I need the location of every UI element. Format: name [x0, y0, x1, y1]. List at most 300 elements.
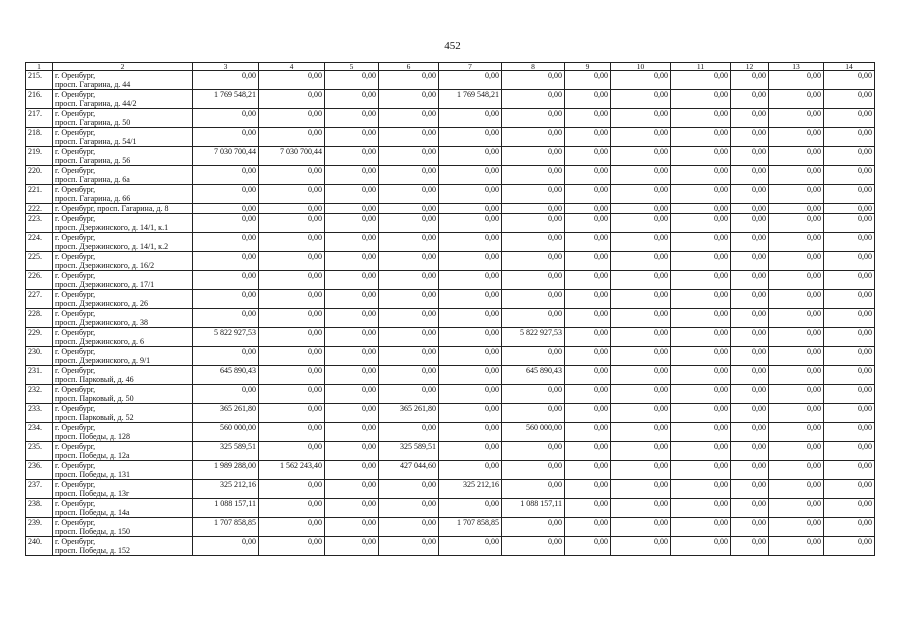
value-cell: 0,00	[769, 404, 824, 423]
address-cell	[53, 347, 193, 366]
value-cell: 1 989 288,00	[193, 461, 259, 480]
value-cell: 0,00	[379, 537, 439, 556]
value-cell: 0,00	[565, 442, 611, 461]
column-header: 11	[671, 63, 731, 71]
row-number: 224.	[26, 233, 53, 252]
table-row	[26, 204, 875, 214]
value-cell: 0,00	[439, 499, 502, 518]
table-row	[26, 385, 875, 404]
value-cell: 0,00	[824, 328, 875, 347]
value-cell: 0,00	[731, 499, 769, 518]
value-cell: 0,00	[671, 423, 731, 442]
table-row	[26, 309, 875, 328]
table-row	[26, 185, 875, 204]
value-cell: 0,00	[565, 71, 611, 90]
value-cell: 0,00	[824, 185, 875, 204]
value-cell: 0,00	[565, 233, 611, 252]
value-cell: 0,00	[379, 166, 439, 185]
table-row	[26, 366, 875, 385]
value-cell: 0,00	[439, 271, 502, 290]
address-line: г. Оренбург,	[55, 328, 96, 337]
address-cell	[53, 442, 193, 461]
value-cell: 0,00	[671, 90, 731, 109]
row-number: 228.	[26, 309, 53, 328]
value-cell: 0,00	[439, 71, 502, 90]
value-cell: 0,00	[193, 290, 259, 309]
table-row	[26, 461, 875, 480]
value-cell: 0,00	[259, 385, 325, 404]
address-line: просп. Победы, д. 13г	[55, 489, 130, 498]
value-cell: 365 261,80	[379, 404, 439, 423]
value-cell: 0,00	[565, 309, 611, 328]
address-cell	[53, 404, 193, 423]
address-cell	[53, 252, 193, 271]
address-cell	[53, 290, 193, 309]
address-line: просп. Дзержинского, д. 14/1, к.2	[55, 242, 169, 251]
value-cell: 0,00	[502, 480, 565, 499]
column-header: 8	[502, 63, 565, 71]
value-cell: 5 822 927,53	[193, 328, 259, 347]
address-cell	[53, 385, 193, 404]
address-line: просп. Победы, д. 131	[55, 470, 131, 479]
value-cell: 0,00	[379, 214, 439, 233]
value-cell: 0,00	[259, 499, 325, 518]
table-row	[26, 499, 875, 518]
value-cell: 0,00	[325, 71, 379, 90]
address-line: г. Оренбург,	[55, 147, 96, 156]
value-cell: 0,00	[671, 204, 731, 214]
value-cell: 0,00	[731, 233, 769, 252]
value-cell: 0,00	[379, 109, 439, 128]
address-line: г. Оренбург,	[55, 480, 96, 489]
value-cell: 0,00	[379, 385, 439, 404]
value-cell: 0,00	[671, 109, 731, 128]
address-cell	[53, 366, 193, 385]
value-cell: 0,00	[611, 385, 671, 404]
value-cell: 325 589,51	[193, 442, 259, 461]
address-line: г. Оренбург, просп. Гагарина, д. 8	[55, 204, 169, 213]
address-line: г. Оренбург,	[55, 214, 96, 223]
address-cell	[53, 166, 193, 185]
value-cell: 0,00	[325, 252, 379, 271]
value-cell: 0,00	[769, 271, 824, 290]
value-cell: 0,00	[502, 404, 565, 423]
value-cell: 0,00	[502, 185, 565, 204]
value-cell: 0,00	[325, 290, 379, 309]
value-cell: 0,00	[731, 204, 769, 214]
column-header: 9	[565, 63, 611, 71]
value-cell: 0,00	[325, 233, 379, 252]
value-cell: 0,00	[769, 166, 824, 185]
value-cell: 0,00	[565, 499, 611, 518]
address-line: г. Оренбург,	[55, 109, 96, 118]
table-row	[26, 480, 875, 499]
address-cell	[53, 537, 193, 556]
table-row	[26, 71, 875, 90]
address-cell	[53, 499, 193, 518]
value-cell: 0,00	[325, 90, 379, 109]
value-cell: 0,00	[731, 442, 769, 461]
value-cell: 0,00	[325, 461, 379, 480]
row-number: 225.	[26, 252, 53, 271]
value-cell: 0,00	[731, 423, 769, 442]
row-number: 236.	[26, 461, 53, 480]
value-cell: 0,00	[259, 442, 325, 461]
column-header: 4	[259, 63, 325, 71]
value-cell: 1 707 858,85	[439, 518, 502, 537]
value-cell: 0,00	[731, 147, 769, 166]
value-cell: 0,00	[259, 423, 325, 442]
value-cell: 0,00	[565, 404, 611, 423]
value-cell: 0,00	[439, 423, 502, 442]
value-cell: 0,00	[769, 499, 824, 518]
value-cell: 0,00	[325, 147, 379, 166]
value-cell: 0,00	[439, 166, 502, 185]
value-cell: 0,00	[824, 461, 875, 480]
column-header: 12	[731, 63, 769, 71]
address-line: просп. Гагарина, д. 50	[55, 118, 131, 127]
value-cell: 0,00	[193, 109, 259, 128]
value-cell: 0,00	[502, 147, 565, 166]
value-cell: 0,00	[439, 404, 502, 423]
value-cell: 645 890,43	[193, 366, 259, 385]
value-cell: 0,00	[769, 214, 824, 233]
value-cell: 0,00	[259, 366, 325, 385]
value-cell: 0,00	[824, 347, 875, 366]
value-cell: 560 000,00	[193, 423, 259, 442]
value-cell: 0,00	[565, 461, 611, 480]
value-cell: 0,00	[611, 328, 671, 347]
value-cell: 0,00	[502, 271, 565, 290]
value-cell: 0,00	[731, 252, 769, 271]
value-cell: 0,00	[731, 271, 769, 290]
address-line: просп. Дзержинского, д. 26	[55, 299, 148, 308]
address-line: г. Оренбург,	[55, 185, 96, 194]
address-line: просп. Парковый, д. 46	[55, 375, 134, 384]
address-line: просп. Дзержинского, д. 17/1	[55, 280, 155, 289]
table-row	[26, 109, 875, 128]
value-cell: 0,00	[769, 290, 824, 309]
value-cell: 0,00	[259, 185, 325, 204]
value-cell: 0,00	[611, 90, 671, 109]
value-cell: 0,00	[824, 71, 875, 90]
value-cell: 0,00	[325, 166, 379, 185]
value-cell: 0,00	[565, 204, 611, 214]
value-cell: 0,00	[439, 442, 502, 461]
value-cell: 0,00	[259, 309, 325, 328]
value-cell: 0,00	[193, 166, 259, 185]
value-cell: 0,00	[502, 71, 565, 90]
column-header: 1	[26, 63, 53, 71]
address-line: г. Оренбург,	[55, 461, 96, 470]
value-cell: 0,00	[259, 537, 325, 556]
value-cell: 0,00	[565, 128, 611, 147]
value-cell: 0,00	[439, 328, 502, 347]
value-cell: 0,00	[824, 109, 875, 128]
value-cell: 0,00	[565, 518, 611, 537]
address-line: просп. Парковый, д. 50	[55, 394, 134, 403]
value-cell: 0,00	[565, 537, 611, 556]
value-cell: 0,00	[611, 290, 671, 309]
value-cell: 0,00	[565, 109, 611, 128]
value-cell: 0,00	[379, 147, 439, 166]
value-cell: 0,00	[769, 385, 824, 404]
value-cell: 0,00	[193, 537, 259, 556]
value-cell: 0,00	[565, 166, 611, 185]
value-cell: 0,00	[611, 147, 671, 166]
value-cell: 0,00	[193, 185, 259, 204]
value-cell: 0,00	[731, 328, 769, 347]
value-cell: 0,00	[565, 480, 611, 499]
value-cell: 0,00	[731, 366, 769, 385]
value-cell: 0,00	[259, 204, 325, 214]
value-cell: 0,00	[769, 518, 824, 537]
value-cell: 0,00	[671, 290, 731, 309]
address-cell	[53, 71, 193, 90]
value-cell: 0,00	[731, 71, 769, 90]
address-line: г. Оренбург,	[55, 347, 96, 356]
address-line: г. Оренбург,	[55, 499, 96, 508]
value-cell: 0,00	[379, 252, 439, 271]
value-cell: 645 890,43	[502, 366, 565, 385]
value-cell: 0,00	[611, 518, 671, 537]
value-cell: 0,00	[259, 328, 325, 347]
address-line: просп. Дзержинского, д. 38	[55, 318, 148, 327]
table-row	[26, 214, 875, 233]
value-cell: 0,00	[325, 404, 379, 423]
value-cell: 0,00	[731, 461, 769, 480]
row-number: 233.	[26, 404, 53, 423]
value-cell: 7 030 700,44	[193, 147, 259, 166]
value-cell: 0,00	[565, 90, 611, 109]
column-header: 6	[379, 63, 439, 71]
value-cell: 0,00	[502, 290, 565, 309]
value-cell: 0,00	[671, 271, 731, 290]
address-line: просп. Победы, д. 152	[55, 546, 131, 555]
value-cell: 0,00	[565, 214, 611, 233]
value-cell: 0,00	[259, 404, 325, 423]
value-cell: 7 030 700,44	[259, 147, 325, 166]
value-cell: 0,00	[379, 71, 439, 90]
address-cell	[53, 271, 193, 290]
address-line: г. Оренбург,	[55, 71, 96, 80]
value-cell: 0,00	[325, 518, 379, 537]
address-cell	[53, 128, 193, 147]
row-number: 226.	[26, 271, 53, 290]
address-line: г. Оренбург,	[55, 166, 96, 175]
value-cell: 0,00	[259, 71, 325, 90]
value-cell: 325 589,51	[379, 442, 439, 461]
address-line: просп. Дзержинского, д. 16/2	[55, 261, 155, 270]
value-cell: 0,00	[502, 109, 565, 128]
value-cell: 0,00	[611, 461, 671, 480]
address-cell	[53, 90, 193, 109]
row-number: 231.	[26, 366, 53, 385]
value-cell: 0,00	[611, 271, 671, 290]
address-line: просп. Победы, д. 150	[55, 527, 131, 536]
value-cell: 0,00	[565, 252, 611, 271]
address-cell	[53, 461, 193, 480]
value-cell: 0,00	[565, 185, 611, 204]
column-header: 10	[611, 63, 671, 71]
address-line: просп. Дзержинского, д. 14/1, к.1	[55, 223, 169, 232]
value-cell: 0,00	[565, 385, 611, 404]
value-cell: 0,00	[325, 204, 379, 214]
value-cell: 0,00	[611, 347, 671, 366]
value-cell: 0,00	[259, 109, 325, 128]
value-cell: 0,00	[193, 252, 259, 271]
value-cell: 0,00	[565, 147, 611, 166]
value-cell: 1 088 157,11	[502, 499, 565, 518]
row-number: 237.	[26, 480, 53, 499]
value-cell: 1 562 243,40	[259, 461, 325, 480]
value-cell: 0,00	[611, 214, 671, 233]
column-header: 7	[439, 63, 502, 71]
address-cell	[53, 109, 193, 128]
address-cell	[53, 147, 193, 166]
value-cell: 0,00	[671, 518, 731, 537]
column-header: 5	[325, 63, 379, 71]
value-cell: 1 769 548,21	[193, 90, 259, 109]
value-cell: 0,00	[611, 499, 671, 518]
value-cell: 0,00	[325, 328, 379, 347]
value-cell: 1 707 858,85	[193, 518, 259, 537]
value-cell: 0,00	[769, 309, 824, 328]
value-cell: 0,00	[769, 185, 824, 204]
address-cell	[53, 309, 193, 328]
address-line: просп. Дзержинского, д. 6	[55, 337, 144, 346]
value-cell: 0,00	[325, 499, 379, 518]
value-cell: 0,00	[439, 109, 502, 128]
address-line: просп. Гагарина, д. 6а	[55, 175, 130, 184]
value-cell: 0,00	[671, 147, 731, 166]
value-cell: 0,00	[611, 442, 671, 461]
value-cell: 0,00	[193, 233, 259, 252]
value-cell: 0,00	[379, 518, 439, 537]
value-cell: 0,00	[439, 385, 502, 404]
value-cell: 0,00	[731, 537, 769, 556]
address-line: просп. Гагарина, д. 44/2	[55, 99, 137, 108]
row-number: 220.	[26, 166, 53, 185]
value-cell: 0,00	[565, 290, 611, 309]
value-cell: 0,00	[439, 128, 502, 147]
value-cell: 0,00	[731, 480, 769, 499]
value-cell: 0,00	[824, 480, 875, 499]
table-row	[26, 518, 875, 537]
address-line: г. Оренбург,	[55, 252, 96, 261]
value-cell: 0,00	[824, 147, 875, 166]
value-cell: 0,00	[769, 147, 824, 166]
value-cell: 427 044,60	[379, 461, 439, 480]
address-line: г. Оренбург,	[55, 442, 96, 451]
address-line: г. Оренбург,	[55, 233, 96, 242]
value-cell: 0,00	[193, 71, 259, 90]
value-cell: 0,00	[824, 128, 875, 147]
value-cell: 0,00	[611, 366, 671, 385]
value-cell: 0,00	[325, 480, 379, 499]
value-cell: 0,00	[439, 537, 502, 556]
value-cell: 0,00	[325, 128, 379, 147]
table-row	[26, 128, 875, 147]
address-line: г. Оренбург,	[55, 385, 96, 394]
value-cell: 0,00	[502, 214, 565, 233]
value-cell: 0,00	[611, 109, 671, 128]
value-cell: 0,00	[611, 480, 671, 499]
value-cell: 0,00	[824, 499, 875, 518]
value-cell: 0,00	[502, 90, 565, 109]
value-cell: 0,00	[671, 128, 731, 147]
value-cell: 0,00	[731, 290, 769, 309]
value-cell: 0,00	[325, 442, 379, 461]
value-cell: 0,00	[565, 271, 611, 290]
address-cell	[53, 480, 193, 499]
row-number: 216.	[26, 90, 53, 109]
row-number: 232.	[26, 385, 53, 404]
value-cell: 0,00	[731, 347, 769, 366]
value-cell: 0,00	[502, 347, 565, 366]
row-number: 238.	[26, 499, 53, 518]
table-header-row	[26, 63, 875, 71]
address-line: г. Оренбург,	[55, 423, 96, 432]
value-cell: 0,00	[502, 166, 565, 185]
value-cell: 0,00	[502, 233, 565, 252]
value-cell: 0,00	[325, 309, 379, 328]
value-cell: 0,00	[731, 109, 769, 128]
value-cell: 0,00	[379, 290, 439, 309]
value-cell: 0,00	[731, 385, 769, 404]
value-cell: 0,00	[502, 128, 565, 147]
address-line: г. Оренбург,	[55, 366, 96, 375]
value-cell: 0,00	[671, 252, 731, 271]
value-cell: 0,00	[824, 271, 875, 290]
value-cell: 0,00	[824, 90, 875, 109]
table-row	[26, 328, 875, 347]
value-cell: 0,00	[769, 442, 824, 461]
value-cell: 0,00	[731, 309, 769, 328]
value-cell: 0,00	[824, 166, 875, 185]
value-cell: 0,00	[824, 309, 875, 328]
table-body	[26, 71, 875, 556]
value-cell: 0,00	[731, 185, 769, 204]
address-line: просп. Парковый, д. 52	[55, 413, 134, 422]
row-number: 217.	[26, 109, 53, 128]
value-cell: 0,00	[502, 204, 565, 214]
value-cell: 0,00	[259, 214, 325, 233]
value-cell: 0,00	[502, 518, 565, 537]
value-cell: 0,00	[439, 147, 502, 166]
value-cell: 0,00	[502, 309, 565, 328]
value-cell: 365 261,80	[193, 404, 259, 423]
value-cell: 0,00	[259, 233, 325, 252]
address-cell	[53, 518, 193, 537]
address-line: просп. Дзержинского, д. 9/1	[55, 356, 151, 365]
value-cell: 0,00	[379, 347, 439, 366]
value-cell: 0,00	[379, 271, 439, 290]
value-cell: 0,00	[502, 385, 565, 404]
value-cell: 0,00	[824, 204, 875, 214]
value-cell: 0,00	[769, 90, 824, 109]
value-cell: 0,00	[379, 233, 439, 252]
value-cell: 0,00	[193, 128, 259, 147]
value-cell: 0,00	[502, 537, 565, 556]
value-cell: 0,00	[824, 518, 875, 537]
value-cell: 0,00	[611, 537, 671, 556]
row-number: 229.	[26, 328, 53, 347]
value-cell: 0,00	[565, 423, 611, 442]
value-cell: 0,00	[379, 90, 439, 109]
value-cell: 0,00	[259, 252, 325, 271]
value-cell: 0,00	[611, 128, 671, 147]
